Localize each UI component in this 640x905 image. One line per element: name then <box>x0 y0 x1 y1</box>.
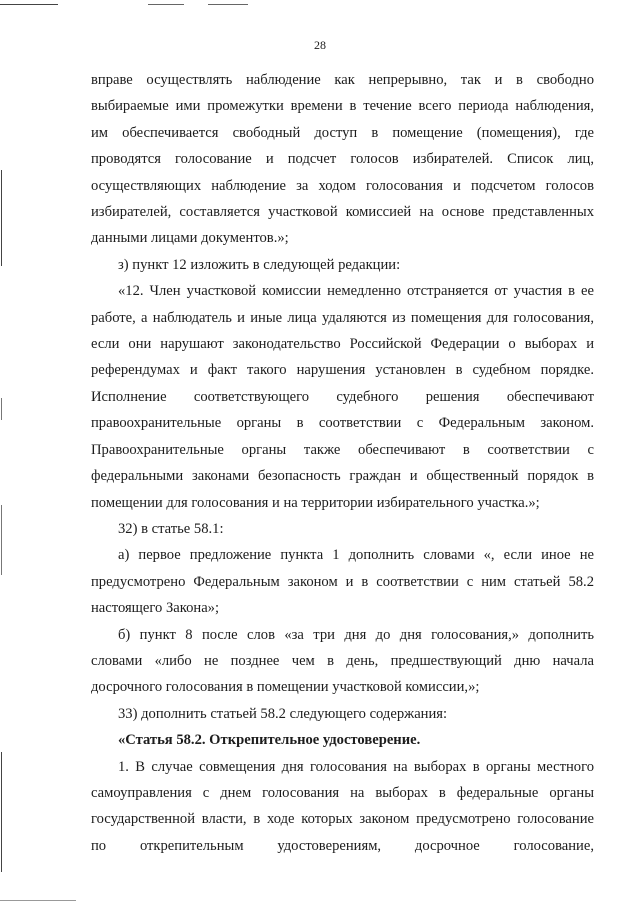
paragraph <box>91 542 594 621</box>
text-line: работе, а наблюдатель и иные лица удаляются из помещения для голосования, <box>91 309 594 326</box>
text-line: данными лицами документов.»; <box>91 230 289 247</box>
text-line: им обеспечивается свободный доступ в помещение (помещения), где <box>91 124 594 141</box>
scan-artifact-edge <box>1 505 2 575</box>
paragraph <box>91 622 594 701</box>
text-line: помещении для голосования и на территории избирательного участка.»; <box>91 494 540 511</box>
text-line: «12. Член участковой комиссии немедленно отстраняется от участия в ее <box>118 283 594 300</box>
document-body <box>91 67 594 859</box>
paragraph <box>91 516 594 542</box>
scan-artifact-edge <box>1 398 2 420</box>
text-line: если они нарушают законодательство Российской Федерации о выборах и <box>91 336 594 353</box>
text-line: «Статья 58.2. Открепительное удостоверение. <box>118 732 421 749</box>
scan-artifact-line <box>0 900 76 901</box>
text-line: словами «либо не позднее чем в день, предшествующий дню начала <box>91 652 594 669</box>
text-line: выбираемые ими промежутки времени в течение всего периода наблюдения, <box>91 98 594 115</box>
paragraph <box>91 754 594 860</box>
text-line: 1. В случае совмещения дня голосования на выборах в органы местного <box>118 758 594 775</box>
paragraph <box>91 67 594 252</box>
text-line: 32) в статье 58.1: <box>118 520 224 537</box>
page-number: 28 <box>314 38 326 52</box>
text-line: федеральными законами безопасность граждан и общественный порядок в <box>91 468 594 485</box>
text-line: з) пункт 12 изложить в следующей редакции: <box>118 256 401 273</box>
paragraph <box>91 278 594 516</box>
scan-artifact-line <box>208 4 248 5</box>
scan-artifact-edge <box>1 752 2 872</box>
scan-artifact-line <box>148 4 184 5</box>
text-line: вправе осуществлять наблюдение как непрерывно, так и в свободно <box>91 72 594 88</box>
text-line: 33) дополнить статьей 58.2 следующего содержания: <box>118 705 448 722</box>
text-line: настоящего Закона»; <box>91 600 220 617</box>
text-line: правоохранительные органы в соответствии с Федеральным законом. <box>91 415 594 432</box>
text-line: референдумах и факт такого нарушения установлен в судебном порядке. <box>91 362 594 379</box>
text-line: по открепительным удостоверениям, досрочное голосование, <box>91 837 594 854</box>
text-line: предусмотрено Федеральным законом и в соответствии с ним статьей 58.2 <box>91 573 594 590</box>
paragraph <box>91 701 594 727</box>
text-line: избирателей, составляется участковой комиссией на основе представленных <box>91 204 594 221</box>
text-line: Исполнение соответствующего судебного решения обеспечивают <box>91 388 594 405</box>
text-line: Правоохранительные органы также обеспечивают в соответствии с <box>91 441 594 458</box>
article-heading <box>91 727 594 753</box>
text-line: б) пункт 8 после слов «за три дня до дня голосования,» дополнить <box>118 626 594 643</box>
text-line: самоуправления с днем голосования на выборах в федеральные органы <box>91 784 594 801</box>
scan-artifact-edge <box>1 170 2 266</box>
text-line: а) первое предложение пункта 1 дополнить словами «, если иное не <box>118 547 594 564</box>
text-line: осуществляющих наблюдение за ходом голосования и подсчетом голосов <box>91 177 594 194</box>
text-line: государственной власти, в ходе которых законом предусмотрено голосование <box>91 811 594 828</box>
paragraph <box>91 252 594 278</box>
scan-artifact-line <box>0 4 58 5</box>
text-line: досрочного голосования в помещении участковой комиссии,»; <box>91 679 480 696</box>
text-line: проводятся голосование и подсчет голосов избирателей. Список лиц, <box>91 151 594 168</box>
